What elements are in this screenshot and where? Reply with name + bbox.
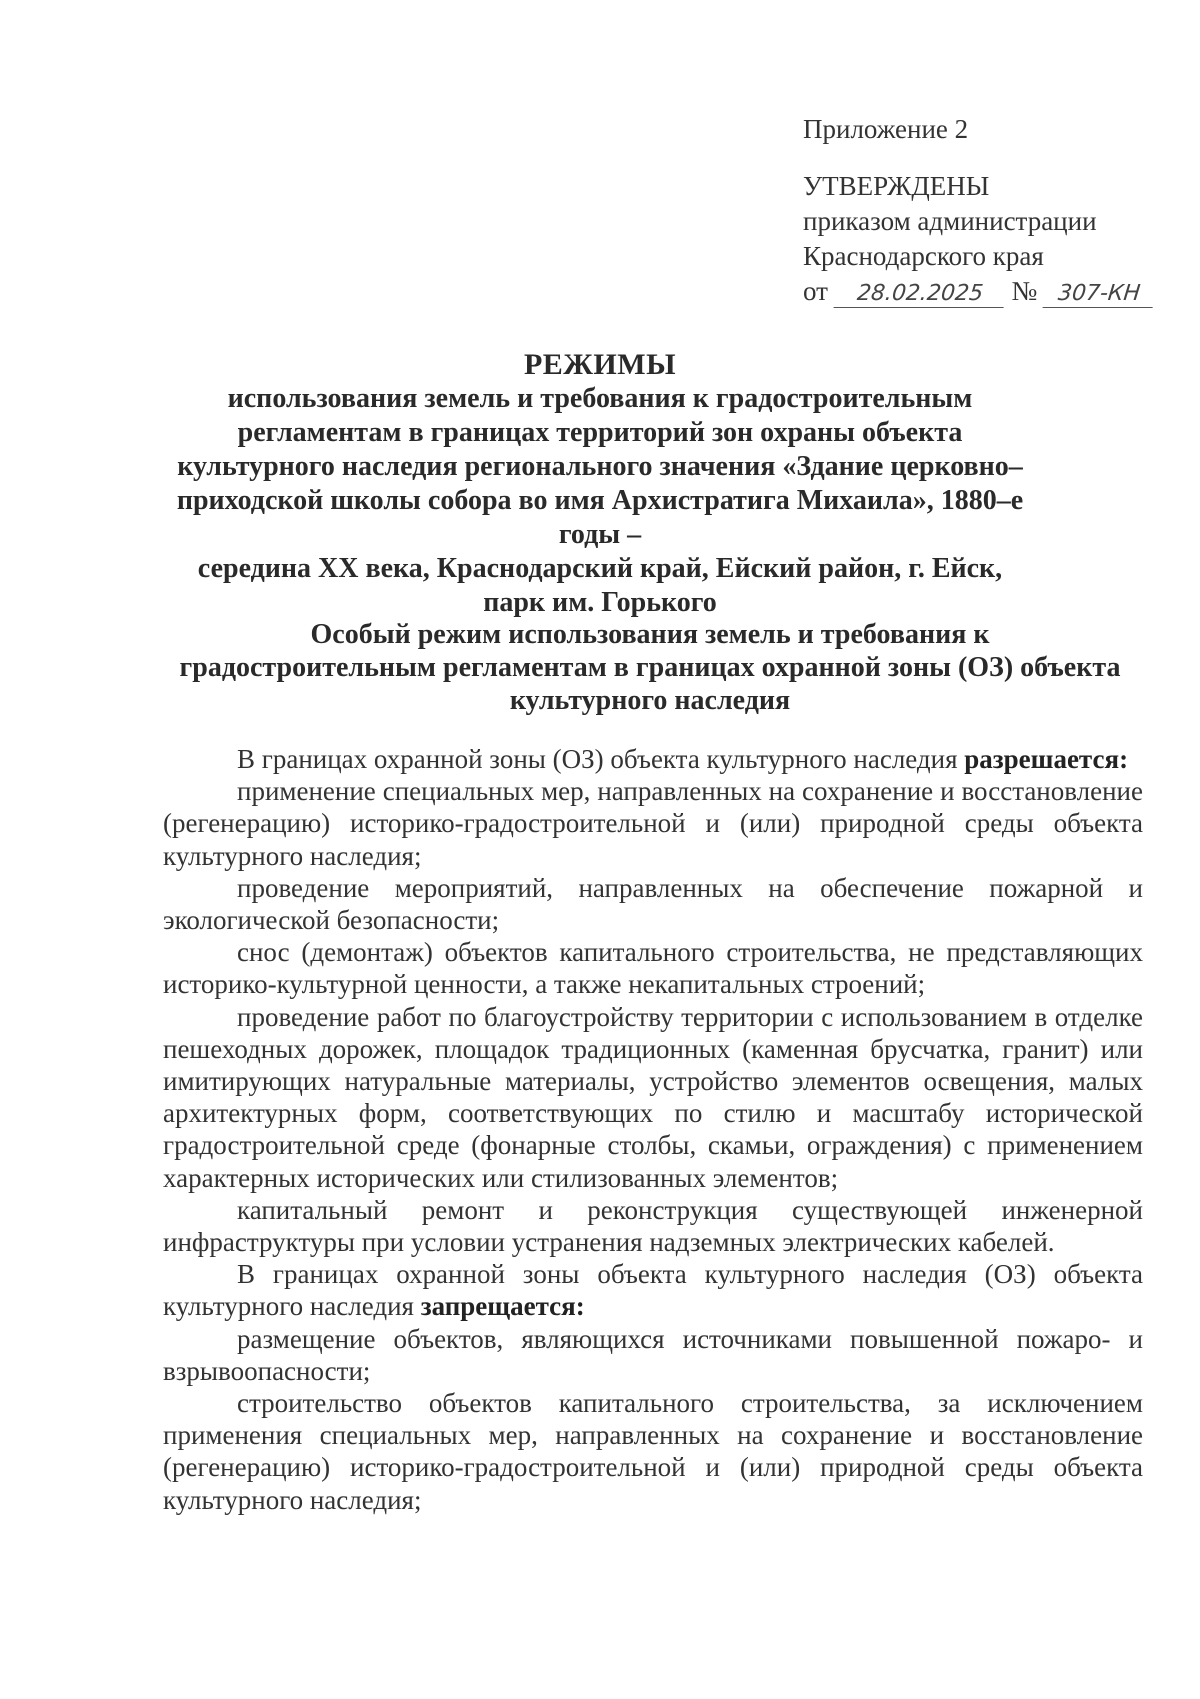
approved-label: УТВЕРЖДЕНЫ [803, 171, 990, 201]
allowed-intro-text: В границах охранной зоны (ОЗ) объекта культурного наследия [237, 744, 965, 774]
forbidden-keyword: запрещается: [420, 1291, 585, 1322]
allowed-intro-paragraph [163, 743, 1143, 775]
from-label: от [803, 276, 828, 306]
allowed-item: проведение мероприятий, направленных на обеспечение пожарной и экологической безопасности; [163, 872, 1143, 936]
forbidden-item: размещение объектов, являющихся источниками повышенной пожаро- и взрывоопасности; [163, 1323, 1143, 1386]
allowed-keyword: разрешается: [964, 744, 1129, 774]
forbidden-intro-paragraph [163, 1258, 1143, 1322]
title-line: приходской школы собора во имя Архистратига Михаила», 1880–е годы – [176, 485, 1024, 550]
title-line: регламентам в границах территорий зон охраны объекта [237, 417, 963, 448]
approval-block [803, 112, 1163, 309]
title-line: культурного наследия регионального значения «Здание церковно– [177, 451, 1023, 482]
title-line: парк им. Горького [483, 587, 717, 618]
section-title [160, 618, 1140, 717]
section-line: градостроительным регламентам в границах охранной зоны (ОЗ) объекта [179, 652, 1121, 683]
document-body [163, 743, 1143, 1516]
section-line: культурного наследия [509, 685, 791, 716]
allowed-item: снос (демонтаж) объектов капитального строительства, не представляющих историко-культурной ценности, а также некапитальных строений; [163, 937, 1143, 1000]
order-date-number [803, 274, 1163, 309]
allowed-item: проведение работ по благоустройству территории с использованием в отделке пешеходных дорожек, площадок традиционных (каменная брусчатка, гранит) или имитирующих натуральные материалы, устройство элементов освещения, малых архитектурных форм, соответствующих по стилю и масштабу исторической градостроительной среде (фонарные столбы, скамьи, ограждения) с применением характерных исторических или стилизованных элементов; [163, 1001, 1143, 1193]
number-label: № [1011, 276, 1038, 306]
appendix-label: Приложение 2 [803, 114, 969, 144]
approval-line-2: Краснодарского края [803, 241, 1044, 271]
title-line: середина XX века, Краснодарский край, Ейский район, г. Ейск, [197, 553, 1003, 584]
forbidden-intro-text: В границах охранной зоны объекта культурного наследия (ОЗ) объекта культурного наследия [163, 1259, 1143, 1322]
forbidden-item: строительство объектов капитального строительства, за исключением применения специальных мер, направленных на сохранение и восстановление (регенерацию) историко-градостроительной и (или) природной среды объекта культурного наследия; [163, 1388, 1143, 1515]
handwritten-date: 28.02.2025 [833, 281, 1006, 308]
handwritten-number: 307-КН [1043, 281, 1156, 308]
allowed-item: капитальный ремонт и реконструкция существующей инженерной инфраструктуры при условии устранения надземных электрических кабелей. [163, 1194, 1143, 1258]
allowed-item: применение специальных мер, направленных на сохранение и восстановление (регенерацию) историко-градостроительной и (или) природной среды объекта культурного наследия; [163, 776, 1143, 871]
approval-line-1: приказом администрации [803, 206, 1097, 236]
title-head: РЕЖИМЫ [523, 348, 677, 381]
title-line: использования земель и требования к градостроительным [227, 383, 973, 414]
document-title [150, 348, 1050, 620]
section-line: Особый режим использования земель и требования к [310, 619, 990, 650]
